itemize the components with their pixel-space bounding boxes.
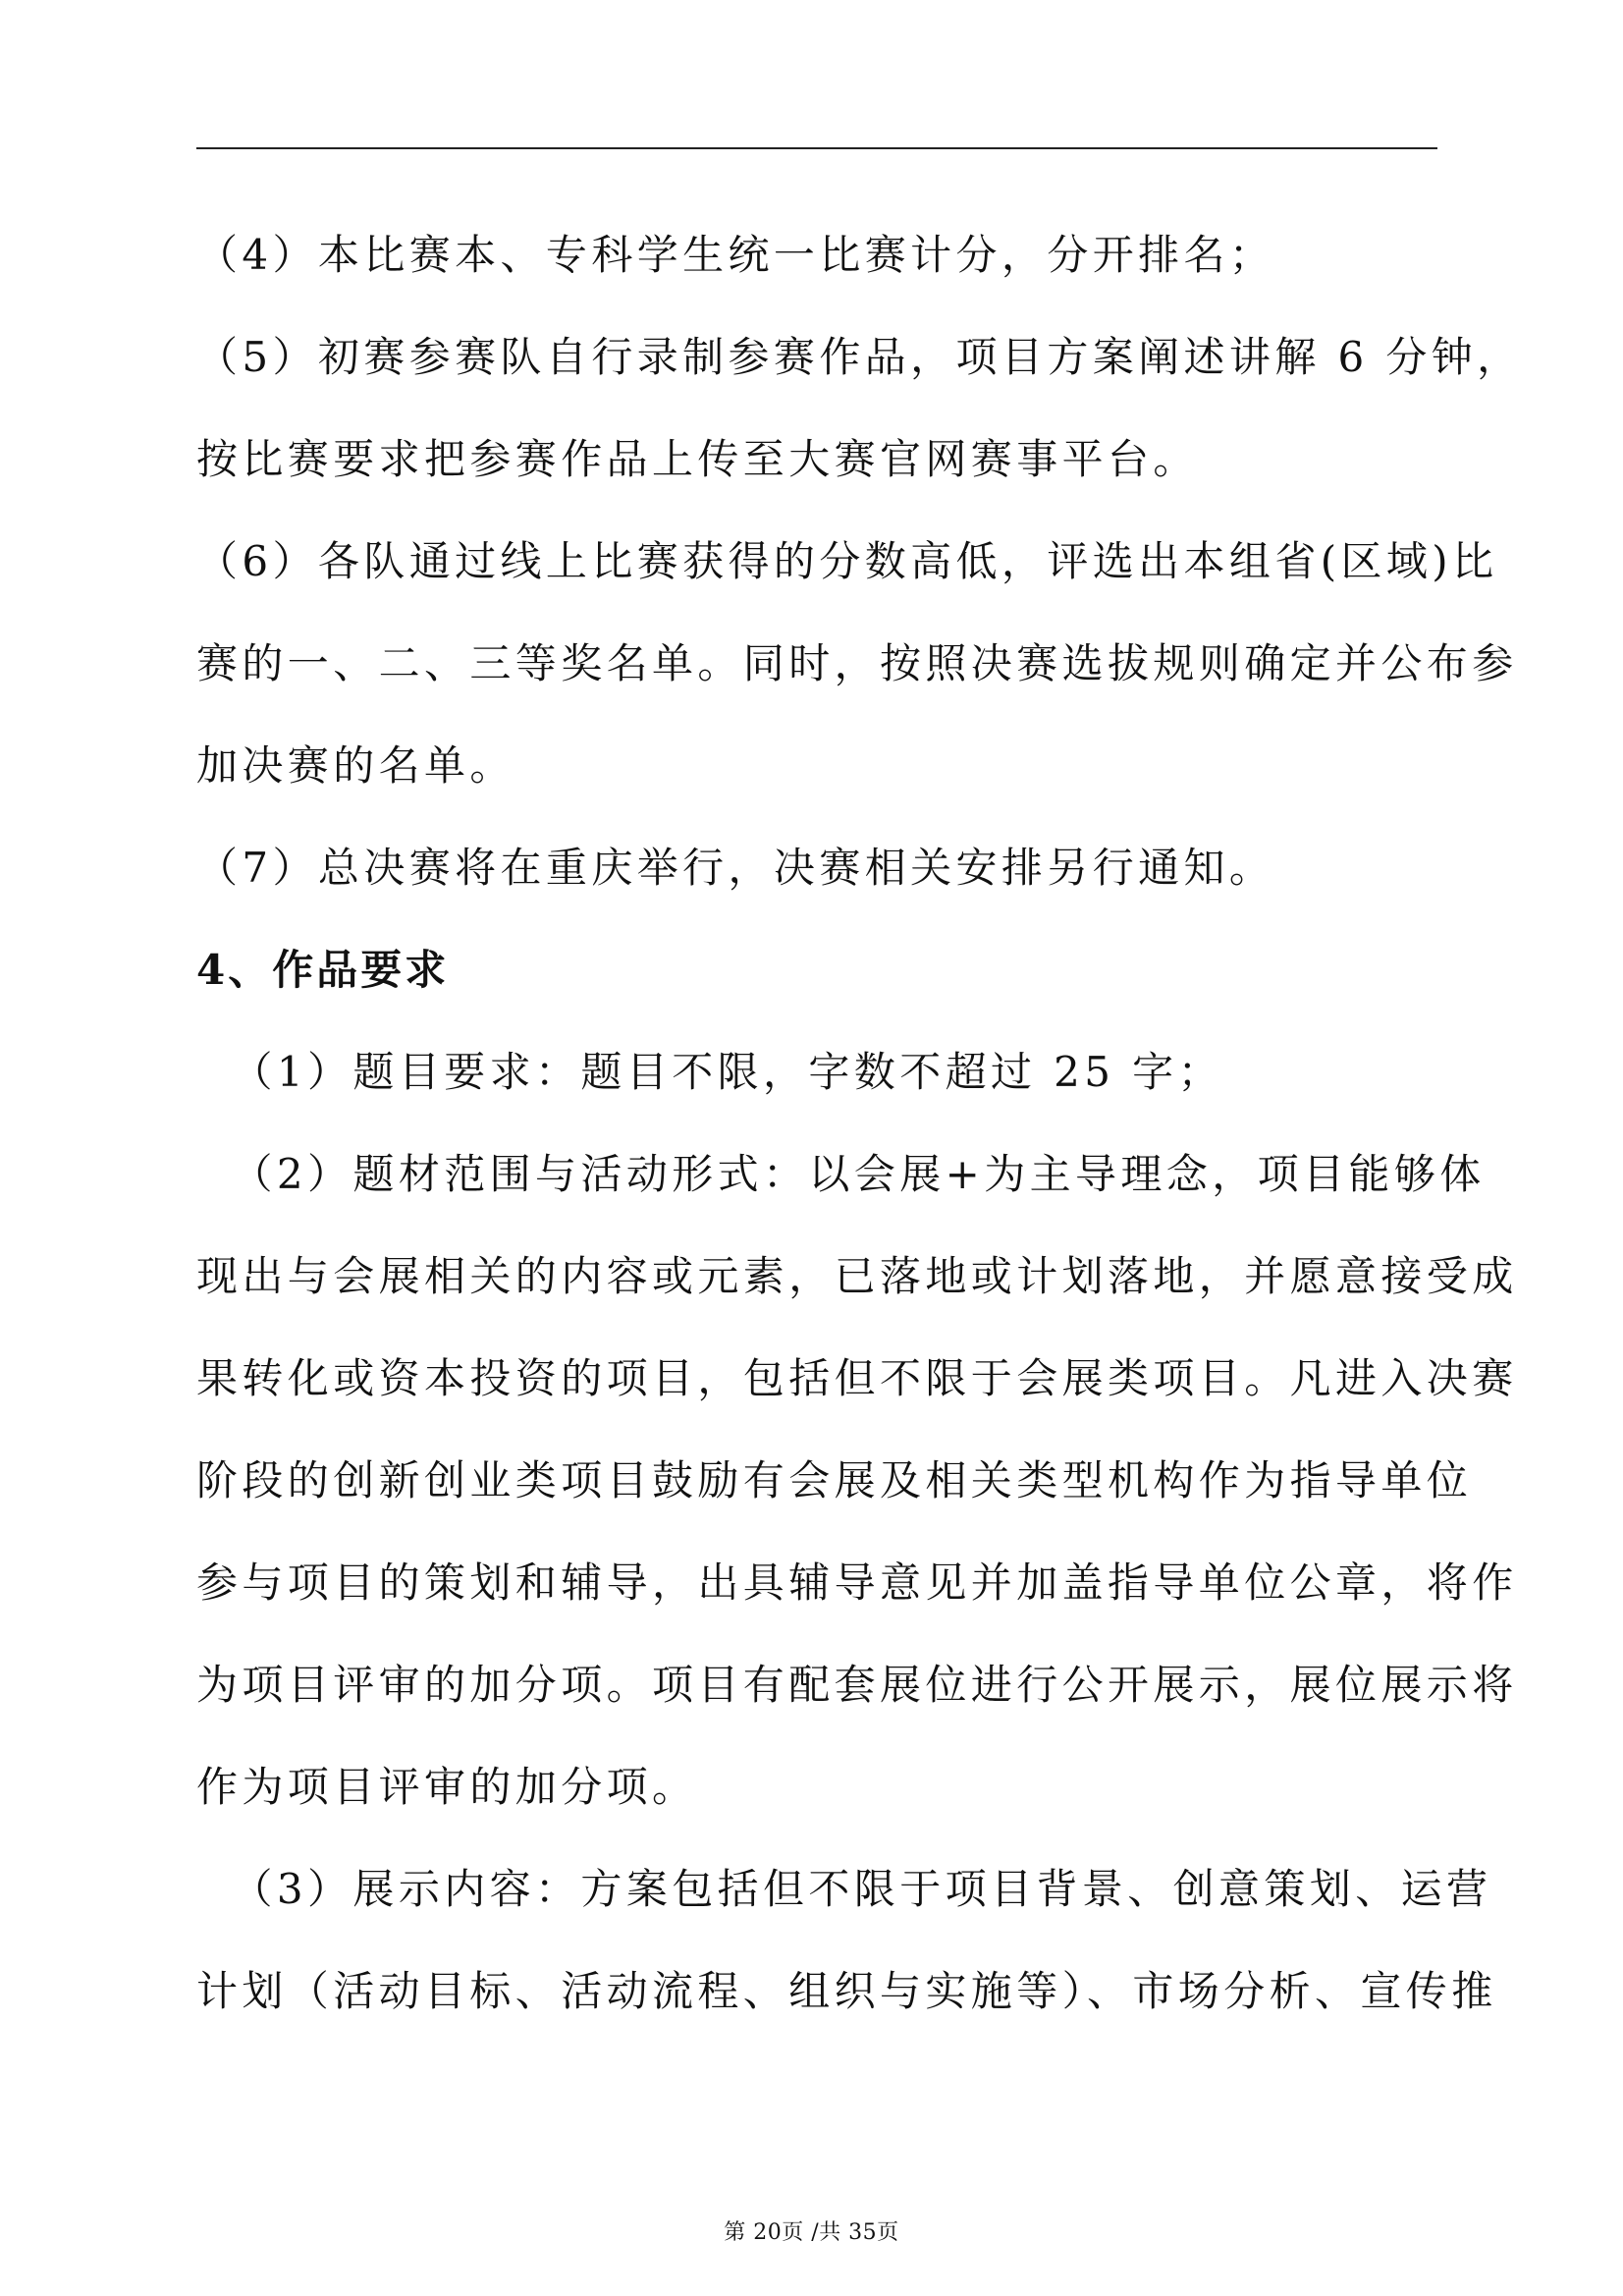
item-7-line: （7）总决赛将在重庆举行，决赛相关安排另行通知。 (196, 844, 1275, 892)
req-2-line-4: 阶段的创新创业类项目鼓励有会展及相关类型机构作为指导单位 (196, 1456, 1473, 1504)
item-6-line-3: 加决赛的名单。 (196, 741, 515, 790)
req-3-line-1: （3）展示内容：方案包括但不限于项目背景、创意策划、运营 (196, 1865, 1492, 1913)
item-5-line-2: 按比赛要求把参赛作品上传至大赛官网赛事平台。 (196, 435, 1199, 483)
req-2-line-5: 参与项目的策划和辅导，出具辅导意见并加盖指导单位公章，将作 (196, 1558, 1518, 1607)
item-6-line-2: 赛的一、二、三等奖名单。同时，按照决赛选拔规则确定并公布参 (196, 639, 1518, 687)
req-2-line-1: （2）题材范围与活动形式：以会展+为主导理念，项目能够体 (196, 1150, 1486, 1198)
page-number: 第 20页 /共 35页 (724, 2220, 899, 2245)
req-1-line: （1）题目要求：题目不限，字数不超过 25 字； (196, 1048, 1223, 1096)
section-heading: 4、作品要求 (196, 946, 450, 994)
header-rule (196, 147, 1437, 149)
req-2-line-6: 为项目评审的加分项。项目有配套展位进行公开展示，展位展示将 (196, 1661, 1518, 1709)
req-2-line-7: 作为项目评审的加分项。 (196, 1763, 698, 1811)
document-body (196, 204, 1523, 2043)
req-3-line-2: 计划（活动目标、活动流程、组织与实施等）、市场分析、宣传推 (196, 1967, 1497, 2015)
item-4-line: （4）本比赛本、专科学生统一比赛计分，分开排名； (196, 231, 1275, 279)
req-2-line-3: 果转化或资本投资的项目，包括但不限于会展类项目。凡进入决赛 (196, 1354, 1518, 1402)
item-5-line-1: （5）初赛参赛队自行录制参赛作品，项目方案阐述讲解 6 分钟， (196, 333, 1523, 381)
req-2-line-2: 现出与会展相关的内容或元素，已落地或计划落地，并愿意接受成 (196, 1252, 1518, 1300)
item-6-line-1: （6）各队通过线上比赛获得的分数高低，评选出本组省(区域)比 (196, 537, 1498, 585)
